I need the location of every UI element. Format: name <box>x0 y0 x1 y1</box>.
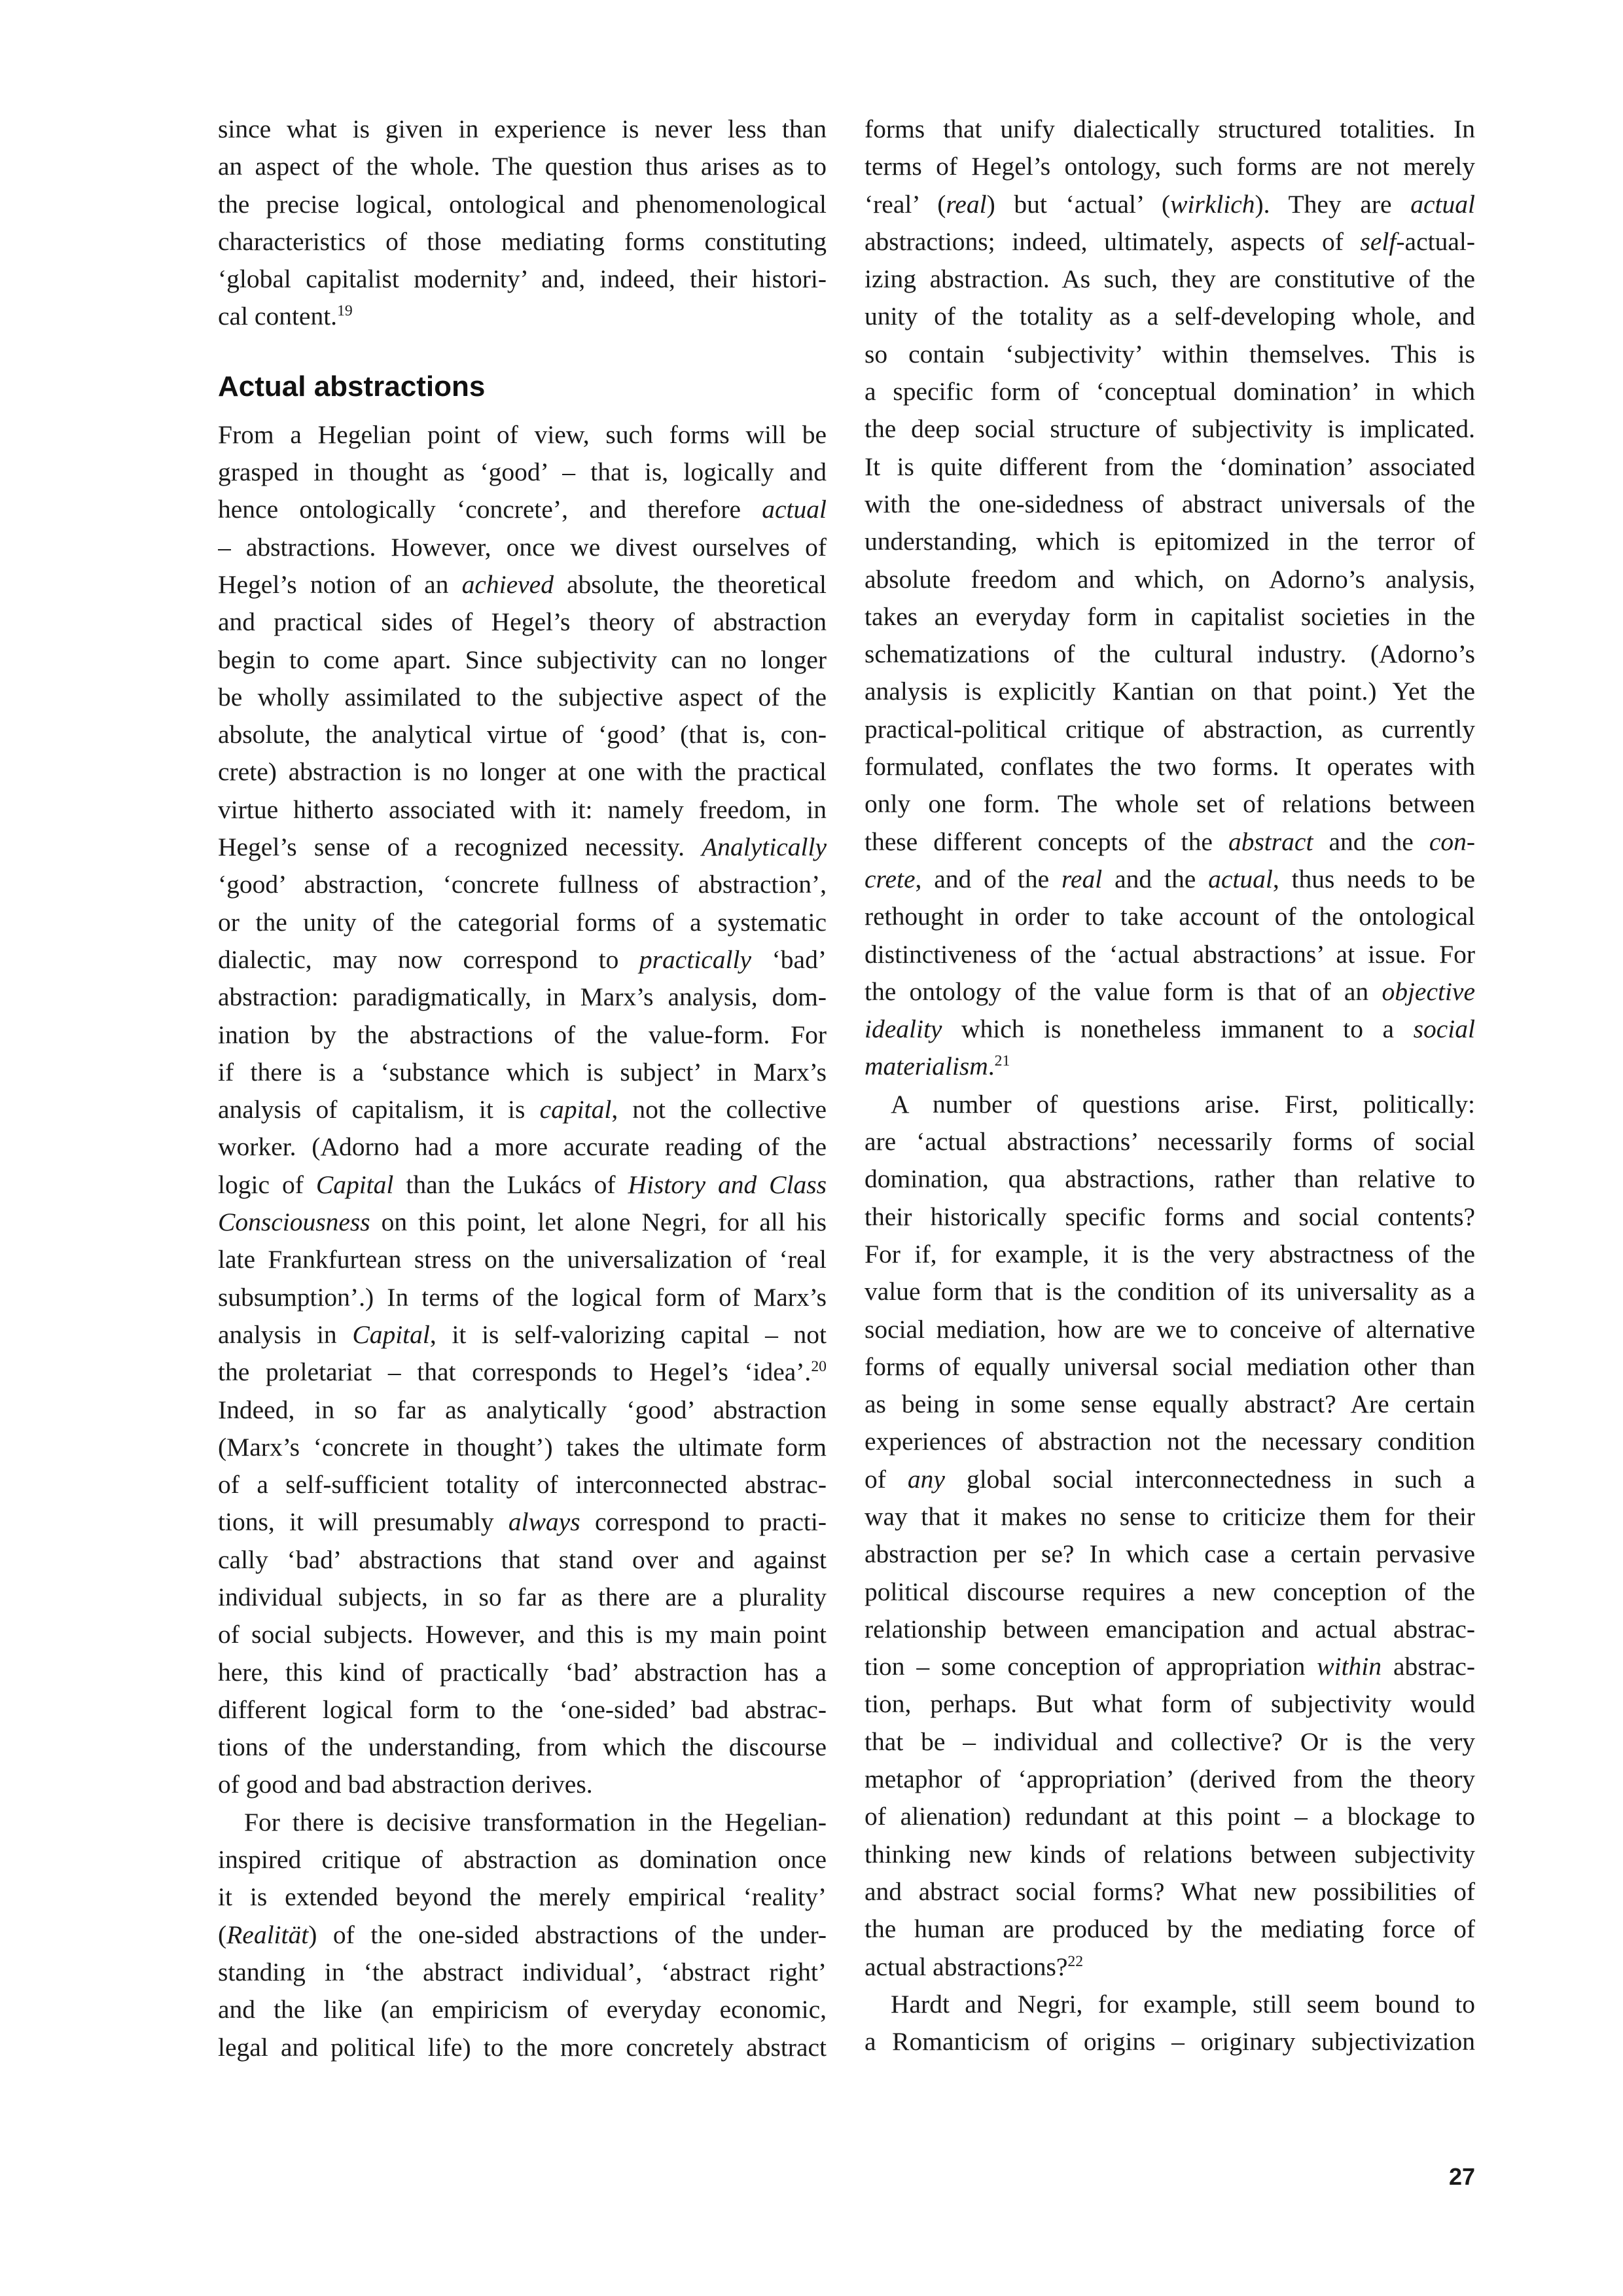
text-line <box>865 711 1475 748</box>
text-run: analysis is explicitly Kantian on that point.) Yet the <box>865 677 1475 706</box>
text-line <box>865 1348 1475 1386</box>
footnote-reference: 22 <box>1067 1952 1084 1970</box>
text-run: tions of the understanding, from which the discourse <box>218 1732 827 1762</box>
text-run: the ontology of the value form is that of an <box>865 977 1382 1006</box>
text-run: the proletariat – that corresponds to Hegel’s ‘idea’. <box>218 1357 812 1387</box>
text-line <box>218 186 827 223</box>
paragraph <box>218 1804 827 2066</box>
text-line <box>865 410 1475 448</box>
text-line <box>865 260 1475 298</box>
text-run: distinctiveness of the ‘actual abstractions’ at issue. For <box>865 939 1475 969</box>
text-run: . <box>988 1052 995 1081</box>
text-line <box>218 978 827 1016</box>
text-run: here, this kind of practically ‘bad’ abstraction has a <box>218 1657 827 1687</box>
text-run: thinking new kinds of relations between subjectivity <box>865 1839 1475 1869</box>
text-run: different logical form to the ‘one-sided’ bad abstrac- <box>218 1695 827 1724</box>
text-line <box>865 1461 1475 1498</box>
text-line <box>865 1273 1475 1310</box>
text-line <box>865 1198 1475 1236</box>
text-run: global social interconnectedness in such a <box>944 1464 1475 1494</box>
text-run: and the <box>1102 864 1209 893</box>
text-run: on this point, let alone Negri, for all his <box>370 1208 827 1237</box>
text-run: than the Lukács of <box>393 1170 628 1199</box>
text-run: a Romanticism of origins – originary subjectivization <box>865 2027 1475 2056</box>
text-line <box>218 1916 827 1954</box>
text-line <box>865 861 1475 898</box>
text-run: experiences of abstraction not the necessary condition <box>865 1427 1475 1456</box>
text-line <box>865 1160 1475 1198</box>
text-run: absolute freedom and which, on Adorno’s analysis, <box>865 564 1475 594</box>
text-line <box>218 566 827 603</box>
text-run: an aspect of the whole. The question thus arises as to <box>218 152 827 181</box>
text-run: abstractions; indeed, ultimately, aspects of <box>865 226 1361 256</box>
text-line <box>865 523 1475 560</box>
text-run: or the unity of the categorial forms of a systematic <box>218 907 827 937</box>
text-line <box>865 598 1475 636</box>
text-line <box>218 1429 827 1466</box>
text-line <box>865 936 1475 973</box>
text-line <box>218 1054 827 1091</box>
text-run: dialectic, may now correspond to <box>218 944 639 974</box>
text-line <box>218 1804 827 1841</box>
text-run: analysis in <box>218 1319 353 1349</box>
text-run: actual abstractions? <box>865 1952 1068 1981</box>
text-line <box>865 1873 1475 1910</box>
text-run: tions, it will presumably <box>218 1507 508 1537</box>
text-line <box>218 1503 827 1541</box>
text-run: it is extended beyond the merely empirical ‘reality’ <box>218 1882 827 1912</box>
text-line <box>865 223 1475 260</box>
text-line <box>865 1011 1475 1048</box>
text-run: Hardt and Negri, for example, still seem bound to <box>891 1989 1475 2018</box>
text-line <box>865 1798 1475 1835</box>
footnote-reference: 19 <box>337 302 353 320</box>
text-line <box>865 561 1475 598</box>
text-run: ) but ‘actual’ ( <box>986 189 1171 219</box>
italic-text-run: Capital <box>315 1170 394 1199</box>
text-run: Hegel’s sense of a recognized necessity. <box>218 833 702 862</box>
text-run: From a Hegelian point of view, such forms will be <box>218 420 827 449</box>
text-line <box>865 1611 1475 1648</box>
italic-text-run: self <box>1360 226 1397 256</box>
text-line <box>865 785 1475 823</box>
text-line <box>865 636 1475 673</box>
italic-text-run: real <box>946 189 987 219</box>
text-line <box>218 111 827 148</box>
text-run: way that it makes no sense to criticize them for their <box>865 1501 1475 1531</box>
text-line <box>865 1386 1475 1423</box>
text-line <box>218 941 827 978</box>
text-line <box>218 1579 827 1616</box>
text-run: forms that unify dialectically structured totalities. In <box>865 115 1475 143</box>
text-run: ination by the abstractions of the value-form. For <box>218 1020 827 1049</box>
text-line <box>218 679 827 716</box>
page-number: 27 <box>1448 2163 1475 2190</box>
text-run: terms of Hegel’s ontology, such forms are not merely <box>865 152 1475 181</box>
text-run: ‘real’ ( <box>865 189 946 219</box>
text-run: tion, perhaps. But what form of subjectivity would <box>865 1689 1475 1719</box>
text-run: social mediation, how are we to conceive of alternative <box>865 1314 1475 1344</box>
text-line <box>218 1241 827 1278</box>
paragraph <box>865 111 1475 1086</box>
text-line <box>218 1091 827 1128</box>
text-run: individual subjects, in so far as there are a plurality <box>218 1582 827 1611</box>
text-run: and the <box>1313 827 1429 856</box>
italic-text-run: Realität <box>226 1920 309 1949</box>
text-line <box>218 1729 827 1766</box>
text-run: abstraction: paradigmatically, in Marx’s analysis, dom- <box>218 982 827 1012</box>
text-run: standing in ‘the abstract individual’, ‘abstract right’ <box>218 1957 827 1986</box>
text-run: the precise logical, ontological and phenomenological <box>218 189 827 219</box>
italic-text-run: any <box>907 1464 945 1494</box>
footnote-reference: 21 <box>994 1052 1010 1070</box>
text-run: worker. (Adorno had a more accurate reading of the <box>218 1132 827 1162</box>
text-line <box>218 1841 827 1878</box>
text-line <box>865 486 1475 523</box>
italic-text-run: ideality <box>865 1014 942 1044</box>
text-line <box>865 148 1475 185</box>
text-line <box>865 1685 1475 1723</box>
text-run: relationship between emancipation and actual abstrac- <box>865 1614 1475 1643</box>
text-line <box>218 1466 827 1503</box>
text-run: analysis of capitalism, it is <box>218 1095 540 1124</box>
italic-text-run: Capital <box>352 1319 430 1349</box>
text-line <box>865 373 1475 410</box>
text-run: ) of the one-sided abstractions of the under- <box>308 1920 827 1949</box>
text-run: abstraction per se? In which case a certain pervasive <box>865 1539 1475 1569</box>
right-text-column <box>865 111 1475 2060</box>
text-run: – abstractions. However, once we divest ourselves of <box>218 532 827 562</box>
text-run: tion – some conception of appropriation <box>865 1652 1317 1681</box>
text-run: are ‘actual abstractions’ necessarily forms of social <box>865 1127 1475 1157</box>
paragraph <box>865 1086 1475 1986</box>
text-line <box>865 1723 1475 1761</box>
text-run: For if, for example, it is the very abstractness of the <box>865 1239 1475 1268</box>
text-run: and the like (an empiricism of everyday economic, <box>218 1995 827 2024</box>
italic-text-run: abstract <box>1228 827 1313 856</box>
text-run: absolute, the analytical virtue of ‘good’ (that is, con- <box>218 720 827 749</box>
text-line <box>218 1616 827 1653</box>
italic-text-run: Consciousness <box>218 1208 370 1237</box>
paragraph <box>865 1986 1475 2061</box>
text-run: ( <box>218 1920 227 1949</box>
text-run: that be – individual and collective? Or is the very <box>865 1727 1475 1756</box>
text-line <box>865 186 1475 223</box>
text-run: value form that is the condition of its universality as a <box>865 1277 1475 1306</box>
text-run: of a self-sufficient totality of interconnected abstrac- <box>218 1470 827 1499</box>
text-line <box>865 298 1475 335</box>
text-run: be wholly assimilated to the subjective aspect of the <box>218 682 827 711</box>
text-line <box>865 448 1475 486</box>
text-line <box>218 866 827 903</box>
text-line <box>865 1423 1475 1460</box>
text-line <box>865 823 1475 861</box>
text-line <box>218 223 827 260</box>
text-run: the deep social structure of subjectivity is implicated. <box>865 414 1475 444</box>
text-run: cally ‘bad’ abstractions that stand over and against <box>218 1545 827 1574</box>
italic-text-run: within <box>1317 1652 1382 1681</box>
text-run: Indeed, in so far as analytically ‘good’ abstraction <box>218 1395 827 1424</box>
text-line <box>865 1123 1475 1160</box>
text-run: abstrac- <box>1382 1652 1475 1681</box>
text-line <box>865 1498 1475 1535</box>
italic-text-run: wirklich <box>1170 189 1255 219</box>
text-line <box>218 829 827 866</box>
text-run: legal and political life) to the more concretely abstract <box>218 2032 827 2062</box>
text-run: hence ontologically ‘concrete’, and therefore <box>218 495 762 524</box>
text-line <box>865 1236 1475 1273</box>
text-run: a specific form of ‘conceptual domination’ in which <box>865 377 1475 406</box>
italic-text-run: con- <box>1429 827 1475 856</box>
text-run: grasped in thought as ‘good’ – that is, logically and <box>218 457 827 487</box>
text-run: their historically specific forms and social contents? <box>865 1202 1475 1231</box>
text-line <box>218 1354 827 1391</box>
text-line <box>865 1048 1475 1085</box>
text-line <box>218 1954 827 1991</box>
text-run: of <box>865 1464 908 1494</box>
text-line <box>218 1991 827 2028</box>
text-line <box>218 1166 827 1204</box>
text-run: schematizations of the cultural industry. (Adorno’s <box>865 639 1475 669</box>
text-run: Hegel’s notion of an <box>218 569 462 599</box>
text-line <box>218 1878 827 1916</box>
text-line <box>865 1836 1475 1873</box>
text-run: as being in some sense equally abstract? Are certain <box>865 1390 1475 1419</box>
text-line <box>218 1691 827 1729</box>
text-run: of social subjects. However, and this is my main point <box>218 1620 827 1649</box>
italic-text-run: History and Class <box>628 1170 827 1199</box>
text-run: begin to come apart. Since subjectivity can no longer <box>218 645 827 674</box>
text-run: these different concepts of the <box>865 827 1228 856</box>
italic-text-run: achieved <box>461 569 554 599</box>
text-line <box>218 491 827 528</box>
text-run: the human are produced by the mediating force of <box>865 1914 1475 1944</box>
text-line <box>218 148 827 185</box>
italic-text-run: actual <box>1410 189 1475 219</box>
text-run: unity of the totality as a self-developing whole, and <box>865 302 1475 331</box>
text-line <box>865 1086 1475 1123</box>
italic-text-run: crete <box>865 864 916 893</box>
text-run: if there is a ‘substance which is subject’ in Marx’s <box>218 1057 827 1086</box>
text-run: ). They are <box>1255 189 1411 219</box>
text-line <box>218 716 827 753</box>
text-run: and abstract social forms? What new possibilities of <box>865 1876 1475 1906</box>
italic-text-run: actual <box>1208 864 1273 893</box>
text-line <box>218 603 827 641</box>
text-line <box>865 898 1475 935</box>
text-line <box>218 791 827 829</box>
text-line <box>865 1648 1475 1685</box>
text-run: crete) abstraction is no longer at one with the practical <box>218 757 827 787</box>
section-heading: Actual abstractions <box>218 370 486 403</box>
text-line <box>218 454 827 491</box>
text-run: ‘global capitalist modernity’ and, indeed, their histori- <box>218 264 827 294</box>
text-line <box>865 1948 1475 1986</box>
text-line <box>865 336 1475 373</box>
text-line <box>865 111 1475 148</box>
italic-text-run: actual <box>762 495 827 524</box>
text-run: izing abstraction. As such, they are constitutive of the <box>865 264 1475 294</box>
text-line <box>865 1311 1475 1348</box>
text-run: rethought in order to take account of the ontological <box>865 902 1475 931</box>
italic-text-run: Analytically <box>702 833 827 862</box>
text-line <box>865 2023 1475 2060</box>
text-run: practical-political critique of abstraction, as currently <box>865 714 1475 744</box>
italic-text-run: always <box>508 1507 580 1537</box>
text-line <box>218 1391 827 1429</box>
text-run: , it is self-valorizing capital – not <box>429 1319 827 1349</box>
text-run: , and of the <box>915 864 1062 893</box>
text-run: , not the collective <box>611 1095 827 1124</box>
text-line <box>218 1316 827 1354</box>
text-run: so contain ‘subjectivity’ within themselves. This is <box>865 339 1475 368</box>
italic-text-run: objective <box>1382 977 1475 1006</box>
text-run: absolute, the theoretical <box>553 569 827 599</box>
text-run: forms of equally universal social mediation other than <box>865 1352 1475 1381</box>
text-line <box>218 641 827 679</box>
text-run: A number of questions arise. First, politically: <box>891 1089 1475 1119</box>
text-run: understanding, which is epitomized in the terror of <box>865 527 1475 556</box>
text-run: ‘bad’ <box>751 944 827 974</box>
text-run: virtue hitherto associated with it: namely freedom, in <box>218 795 827 824</box>
text-run: characteristics of those mediating forms constituting <box>218 226 827 256</box>
text-run: correspond to practi- <box>580 1507 827 1537</box>
italic-text-run: materialism <box>865 1052 988 1081</box>
text-run: , thus needs to be <box>1272 864 1475 893</box>
text-run: political discourse requires a new conception of the <box>865 1577 1475 1606</box>
text-line <box>218 1654 827 1691</box>
text-line <box>218 298 827 335</box>
text-line <box>865 748 1475 785</box>
text-line <box>865 1535 1475 1573</box>
text-line <box>865 1910 1475 1948</box>
text-run: late Frankfurtean stress on the universalization of ‘real <box>218 1245 827 1274</box>
text-run: -actual- <box>1396 226 1475 256</box>
text-line <box>218 1279 827 1316</box>
text-line <box>218 260 827 298</box>
text-run: domination, qua abstractions, rather than relative to <box>865 1164 1475 1194</box>
left-text-column <box>218 111 827 2066</box>
text-run: (Marx’s ‘concrete in thought’) takes the ultimate form <box>218 1432 827 1462</box>
text-run: only one form. The whole set of relations between <box>865 789 1475 819</box>
text-run: cal content. <box>218 302 338 331</box>
text-line <box>218 1204 827 1241</box>
text-run: ‘good’ abstraction, ‘concrete fullness of abstraction’, <box>218 870 827 899</box>
text-run: It is quite different from the ‘domination’ associated <box>865 452 1475 481</box>
text-line <box>865 673 1475 710</box>
italic-text-run: practically <box>639 944 752 974</box>
text-line <box>218 1128 827 1166</box>
paragraph <box>218 416 827 1804</box>
text-line <box>218 904 827 941</box>
text-run: formulated, conflates the two forms. It operates with <box>865 752 1475 781</box>
footnote-reference: 20 <box>811 1357 827 1375</box>
text-run: of alienation) redundant at this point – a blockage to <box>865 1802 1475 1831</box>
text-run: which is nonetheless immanent to a <box>942 1014 1414 1044</box>
text-run: with the one-sidedness of abstract universals of the <box>865 489 1475 518</box>
text-run: inspired critique of abstraction as domination once <box>218 1845 827 1874</box>
text-line <box>865 1573 1475 1611</box>
text-line <box>865 1986 1475 2023</box>
text-run: logic of <box>218 1170 316 1199</box>
paragraph <box>218 111 827 336</box>
text-line <box>865 1761 1475 1798</box>
italic-text-run: capital <box>539 1095 612 1124</box>
text-line <box>865 973 1475 1011</box>
text-run: metaphor of ‘appropriation’ (derived from the theory <box>865 1765 1475 1794</box>
text-line <box>218 1541 827 1579</box>
text-line <box>218 2029 827 2066</box>
text-line <box>218 1016 827 1054</box>
text-run: subsumption’.) In terms of the logical form of Marx’s <box>218 1282 827 1312</box>
text-run: and practical sides of Hegel’s theory of abstraction <box>218 607 827 637</box>
text-line <box>218 529 827 566</box>
text-run: takes an everyday form in capitalist societies in the <box>865 601 1475 631</box>
italic-text-run: social <box>1413 1014 1475 1044</box>
text-run: For there is decisive transformation in the Hegelian- <box>244 1807 827 1837</box>
text-run: since what is given in experience is never less than <box>218 115 827 143</box>
text-line <box>218 1766 827 1803</box>
text-run: of good and bad abstraction derives. <box>218 1770 593 1799</box>
text-line <box>218 416 827 454</box>
text-line <box>218 753 827 791</box>
italic-text-run: real <box>1061 864 1103 893</box>
